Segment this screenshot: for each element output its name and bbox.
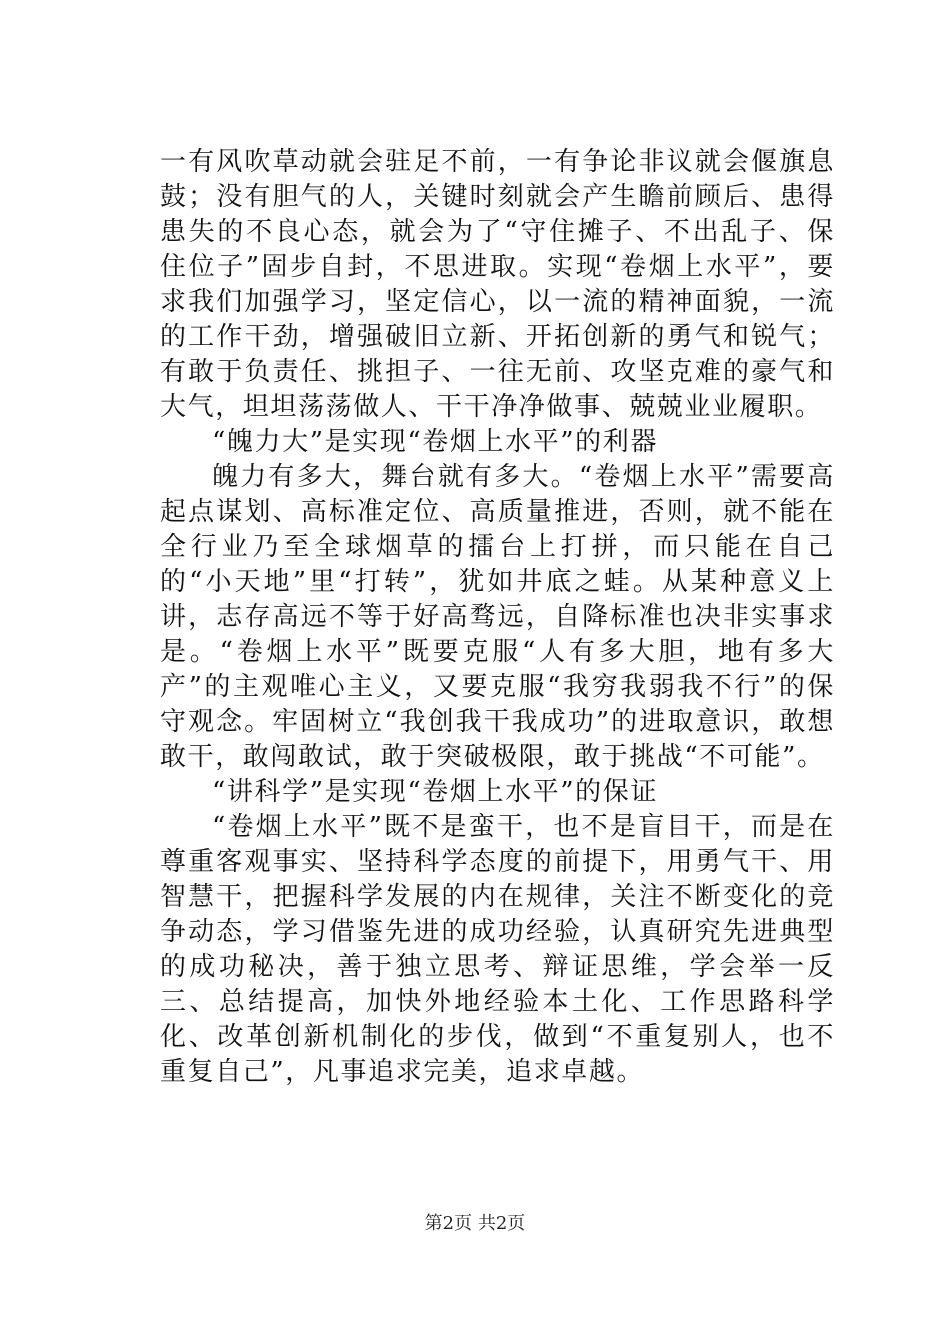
section-heading-2: “讲科学”是实现“卷烟上水平”的保证 — [212, 777, 658, 807]
body-paragraph-3: “卷烟上水平”既不是蛮干，也不是盲目干，而是在尊重客观事实、坚持科学态度的前提下，用勇气干、用智慧干，把握科学发展的内在规律，关注不断变化的竞争动态，学习借鉴先进的成功经验，认真研究先进典型的成功秘决，善于独立思考、辩证思维，学会举一反三、总结提高，加快外地经验本土化、工作思路科学化、改革创新机制化的步伐，做到“不重复别人，也不重复自己”，凡事追求完美，追求卓越。 — [160, 812, 835, 1087]
document-body — [160, 145, 835, 1090]
body-paragraph-2: 魄力有多大，舞台就有多大。“卷烟上水平”需要高起点谋划、高标准定位、高质量推进，否则，就不能在全行业乃至全球烟草的擂台上打拼，而只能在自己的“小天地”里“打转”，犹如井底之蛙。从某种意义上讲，志存高远不等于好高骛远，自降标准也决非实事求是。“卷烟上水平”既要克服“人有多大胆，地有多大产”的主观唯心主义，又要克服“我穷我弱我不行”的保守观念。牢固树立“我创我干我成功”的进取意识，敢想敢干，敢闯敢试，敢于突破极限，敢于挑战“不可能”。 — [160, 462, 835, 772]
section-heading-1: “魄力大”是实现“卷烟上水平”的利器 — [212, 427, 658, 457]
body-paragraph-1: 一有风吹草动就会驻足不前，一有争论非议就会偃旗息鼓；没有胆气的人，关键时刻就会产生瞻前顾后、患得患失的不良心态，就会为了“守住摊子、不出乱子、保住位子”固步自封，不思进取。实现“卷烟上水平”，要求我们加强学习，坚定信心，以一流的精神面貌，一流的工作干劲，增强破旧立新、开拓创新的勇气和锐气；有敢于负责任、挑担子、一往无前、攻坚克难的豪气和大气，坦坦荡荡做人、干干净净做事、兢兢业业履职。 — [160, 147, 835, 422]
page-number-footer: 第2页 共2页 — [424, 1213, 526, 1234]
